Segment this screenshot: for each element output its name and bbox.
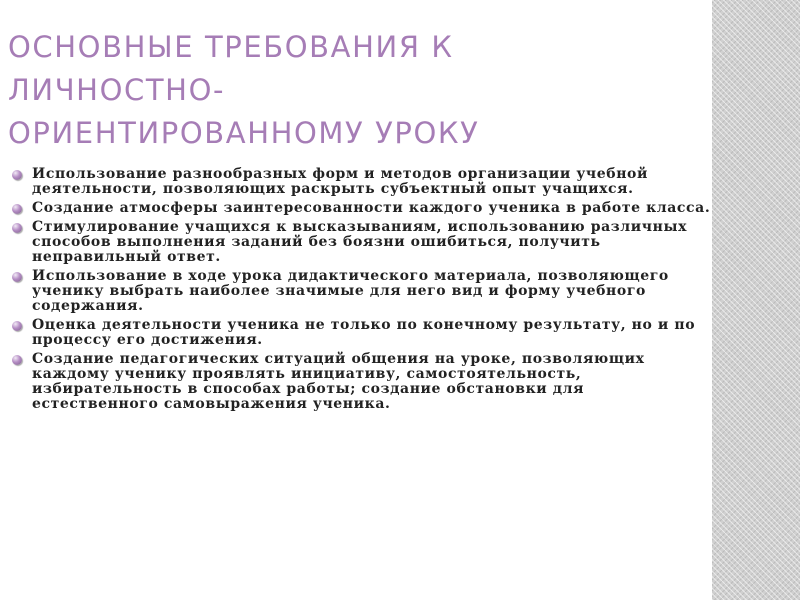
bullet-list bbox=[12, 167, 712, 416]
bullet-item bbox=[12, 352, 712, 412]
bullet-text: Стимулирование учащихся к высказываниям, использованию различных способов выполнения заданий без боязни ошибиться, получить неправильный ответ. bbox=[32, 219, 688, 265]
bullet-text: Создание атмосферы заинтересованности каждого ученика в работе класса. bbox=[32, 200, 711, 216]
bullet-text: Использование в ходе урока дидактического материала, позволяющего ученику выбрать наиболее значимые для него вид и форму учебного содержания. bbox=[32, 268, 669, 314]
bullet-sphere-icon bbox=[12, 272, 22, 282]
bullet-item bbox=[12, 318, 712, 348]
bullet-item bbox=[12, 269, 712, 314]
bullet-sphere-icon bbox=[12, 355, 22, 365]
bullet-text: Оценка деятельности ученика не только по конечному результату, но и по процессу его достижения. bbox=[32, 317, 696, 348]
bullet-item bbox=[12, 167, 712, 197]
bullet-sphere-icon bbox=[12, 170, 22, 180]
bullet-text: Создание педагогических ситуаций общения на уроке, позволяющих каждому ученику проявлять инициативу, самостоятельность, избирательность в способах работы; создание обстановки для естественного самовыражения ученика. bbox=[32, 351, 645, 412]
bullet-sphere-icon bbox=[12, 223, 22, 233]
slide-title bbox=[8, 26, 608, 155]
slide-title-line: ОРИЕНТИРОВАННОМУ УРОКУ bbox=[8, 116, 480, 150]
bullet-item bbox=[12, 220, 712, 265]
slide-title-line: ОСНОВНЫЕ ТРЕБОВАНИЯ К bbox=[8, 30, 454, 64]
bullet-text: Использование разнообразных форм и методов организации учебной деятельности, позволяющих раскрыть субъектный опыт учащихся. bbox=[32, 166, 648, 197]
bullet-sphere-icon bbox=[12, 321, 22, 331]
bullet-sphere-icon bbox=[12, 204, 22, 214]
bullet-item bbox=[12, 201, 712, 216]
decorative-side-panel bbox=[712, 0, 800, 600]
slide-title-line: ЛИЧНОСТНО- bbox=[8, 73, 226, 107]
